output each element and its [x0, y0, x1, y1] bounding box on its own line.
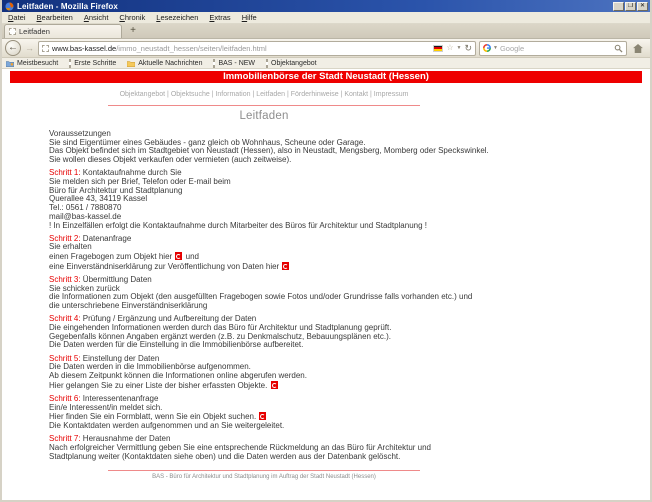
page-nav-link-leitfaden[interactable]: Leitfaden — [256, 91, 286, 98]
body-text-segment: Übermittlung Daten — [80, 275, 152, 285]
bookmark-erste-schritte[interactable] — [69, 60, 116, 67]
text-line — [49, 262, 526, 272]
body-text-segment: Kontaktaufnahme durch Sie — [80, 168, 182, 178]
body-text-segment: die Informationen zum Objekt (den ausgefüllten Fragebogen sowie Fotos und/oder Grundrisse falls vorhanden etc.) und — [49, 292, 473, 302]
body-text-segment: Ab diesem Zeitpunkt können die Informationen online abgerufen werden. — [49, 371, 307, 381]
body-text-segment: Gegebenfalls können Angaben ergänzt werden (z.B. zu Denkmalschutz, Bebauungsplänen etc.). — [49, 331, 391, 341]
body-text-segment: eine Einverständniserklärung zur Veröffentlichung von Daten hier — [49, 261, 282, 271]
body-text-segment: Nach erfolgreicher Vermittlung geben Sie eine entsprechende Rückmeldung an das Büro für Architektur und — [49, 443, 432, 452]
body-text-segment: mail@bas-kassel.de — [49, 211, 122, 221]
body-text-segment: Hier gelangen Sie zu einer Liste der bisher erfassten Objekte. — [49, 380, 270, 390]
placeholder-icon — [266, 60, 268, 67]
page-nav-link-impressum[interactable]: Impressum — [373, 91, 409, 98]
menu-item-datei[interactable]: Datei — [8, 13, 26, 22]
bookmark-objektangebot[interactable] — [266, 60, 317, 67]
content-block-3 — [49, 276, 526, 311]
content-block-0 — [49, 130, 526, 165]
search-engine-dropdown-icon[interactable]: ▼ — [493, 44, 498, 51]
content-block-6 — [49, 395, 526, 431]
search-magnifier-icon[interactable] — [614, 44, 623, 53]
search-input[interactable]: Google — [499, 43, 525, 53]
menu-item-extras[interactable]: Extras — [209, 13, 231, 22]
url-path: /immo_neustadt_hessen/seiten/leitfaden.html — [116, 43, 267, 53]
german-flag-icon — [433, 45, 443, 52]
body-text-segment: Büro für Architektur und Stadtplanung — [49, 185, 183, 195]
body-text-segment: Herausnahme der Daten — [80, 434, 171, 444]
body-text-segment: Das Objekt befindet sich im Stadtgebiet von Neustadt (Hessen), also in Neustadt, Mengsberg, Momberg oder Speckswinkel. — [49, 146, 489, 156]
text-line — [49, 372, 526, 381]
page-column — [2, 91, 526, 480]
body-text-segment: Sie wollen dieses Objekt verkaufen oder vermieten (auch zeitweise). — [49, 155, 292, 165]
text-line — [49, 404, 526, 413]
page-nav: Objektangebot | Objektsuche | Information | Leitfaden | Förderhinweise | Kontakt | Impressum — [119, 91, 409, 98]
window-title: Leitfaden - Mozilla Firefox — [17, 1, 118, 11]
url-text — [52, 44, 267, 53]
menu-item-ansicht[interactable]: Ansicht — [83, 13, 109, 22]
content-block-4 — [49, 315, 526, 350]
menu-item-hilfe[interactable]: Hilfe — [241, 13, 257, 22]
text-line — [49, 341, 526, 350]
body-text-segment: Tel.: 0561 / 7880870 — [49, 203, 122, 213]
bookmarks-toolbar — [2, 58, 650, 69]
body-text-segment: einen Fragebogen zum Objekt hier — [49, 252, 175, 262]
pdf-link-icon[interactable] — [175, 252, 182, 260]
home-button[interactable] — [630, 41, 646, 56]
text-line — [49, 235, 526, 244]
body-text-segment: Datenanfrage — [80, 233, 132, 243]
body-text-segment: Stadtplanung weiter (Kontaktdaten siehe oben) und die Daten werden aus der Datenbank gelöscht. — [49, 451, 401, 461]
step-label: Schritt 6: — [49, 393, 81, 403]
title-bar — [2, 0, 650, 12]
text-line — [49, 453, 526, 462]
step-label: Schritt 1: — [49, 168, 81, 178]
page-nav-link-objektsuche[interactable]: Objektsuche — [170, 91, 210, 98]
bookmark-label: Objektangebot — [271, 59, 317, 67]
step-label: Schritt 4: — [49, 314, 81, 324]
url-domain: www.bas-kassel.de — [52, 43, 117, 53]
bookmark-label: Meistbesucht — [17, 59, 59, 67]
back-button[interactable]: ← — [5, 40, 21, 56]
content-block-1 — [49, 169, 526, 230]
step-label: Schritt 5: — [49, 353, 81, 363]
url-dropdown-arrow-icon[interactable]: ▼ — [456, 44, 462, 51]
body-text-segment: Die Kontaktdaten werden aufgenommen und an Sie weitergeleitet. — [49, 421, 285, 431]
text-line — [49, 243, 526, 252]
step-label: Schritt 2: — [49, 233, 81, 243]
reload-icon[interactable]: ↻ — [464, 42, 472, 53]
google-logo-icon — [483, 44, 491, 52]
page-viewport — [2, 69, 650, 500]
forward-button[interactable]: → — [25, 43, 34, 53]
body-text-segment: und — [183, 252, 199, 262]
page-nav-link-objektangebot[interactable]: Objektangebot — [119, 91, 166, 98]
body-text-segment: Voraussetzungen — [49, 129, 111, 138]
body-text-segment: Ein/e Interessent/in meldet sich. — [49, 402, 163, 412]
bottom-rule — [108, 470, 420, 471]
text-line — [49, 422, 526, 431]
page-nav-link-kontakt[interactable]: Kontakt — [344, 91, 369, 98]
new-tab-button[interactable]: + — [130, 25, 136, 36]
navigation-toolbar — [2, 39, 650, 58]
body-text-segment: Sie erhalten — [49, 242, 92, 252]
menu-item-lesezeichen[interactable]: Lesezeichen — [156, 13, 199, 22]
bookmark-aktuelle-nachrichten[interactable] — [127, 60, 202, 67]
page-body-text — [49, 130, 526, 461]
body-text-segment: Querallee 43, 34119 Kassel — [49, 194, 148, 204]
body-text-segment: Sie sind Eigentümer eines Gebäudes - ganz gleich ob Wohnhaus, Scheune oder Garage. — [49, 137, 366, 147]
content-block-7 — [49, 435, 526, 461]
step-label: Schritt 7: — [49, 434, 81, 444]
tab-favicon-placeholder-icon — [9, 28, 16, 35]
top-rule — [108, 105, 420, 106]
body-text-segment: Die Daten werden in die Immobilienbörse aufgenommen. — [49, 362, 251, 372]
menu-bar — [2, 12, 650, 24]
body-text-segment: Sie schicken zurück — [49, 283, 120, 293]
body-text-segment: Die Daten werden für die Einstellung in die Immobilienbörse aufbereitet. — [49, 340, 304, 350]
text-line — [49, 222, 526, 231]
body-text-segment: Prüfung / Ergänzung und Aufbereitung der Daten — [80, 314, 257, 324]
close-button[interactable]: ✕ — [637, 2, 648, 11]
bookmark-bas-new[interactable] — [213, 60, 255, 67]
bookmark-label: Aktuelle Nachrichten — [138, 59, 203, 67]
body-text-segment: Die eingehenden Informationen werden durch das Büro für Architektur und Stadtplanung geprüft. — [49, 323, 392, 333]
bookmark-star-icon[interactable]: ☆ — [446, 43, 454, 52]
content-block-5 — [49, 355, 526, 391]
pdf-link-icon[interactable] — [282, 262, 289, 270]
page-nav-link-information[interactable]: Information — [215, 91, 251, 98]
tab-label: Leitfaden — [19, 27, 50, 36]
body-text-segment: die unterschriebene Einverständniserklärung — [49, 301, 208, 311]
minimize-button[interactable]: _ — [613, 2, 624, 11]
page-banner: Immobilienbörse der Stadt Neustadt (Hessen) — [10, 71, 642, 83]
firefox-icon — [5, 2, 14, 11]
page-nav-link-förderhinweise[interactable]: Förderhinweise — [290, 91, 339, 98]
body-text-segment: Sie melden sich per Brief, Telefon oder E-mail beim — [49, 177, 231, 187]
bookmark-label: BAS - NEW — [218, 59, 256, 67]
search-box[interactable] — [479, 41, 627, 56]
content-block-2 — [49, 235, 526, 272]
body-text-segment: Hier finden Sie ein Formblatt, wenn Sie ein Objekt suchen. — [49, 412, 259, 422]
most-visited-icon — [6, 60, 14, 67]
menu-item-bearbeiten[interactable]: Bearbeiten — [36, 13, 73, 22]
menu-item-chronik[interactable]: Chronik — [119, 13, 146, 22]
pdf-link-icon[interactable] — [259, 412, 266, 420]
tab-leitfaden[interactable] — [4, 24, 122, 38]
text-line — [49, 156, 526, 165]
body-text-segment: Interessentenanfrage — [80, 393, 159, 403]
pdf-link-icon[interactable] — [271, 381, 278, 389]
bookmark-label: Erste Schritte — [74, 59, 117, 67]
placeholder-icon — [213, 60, 215, 67]
site-footer: BAS - Büro für Architektur und Stadtplanung im Auftrag der Stadt Neustadt (Hessen) — [152, 474, 376, 481]
text-line — [49, 252, 526, 262]
livemark-folder-icon — [127, 60, 135, 67]
text-line — [49, 302, 526, 311]
maximize-button[interactable]: ❐ — [625, 2, 636, 11]
page-title: Leitfaden — [239, 110, 289, 122]
body-text-segment: ! In Einzelfällen erfolgt die Kontaktaufnahme durch Mitarbeiter des Büros für Architektur und Stadtplanung ! — [49, 220, 427, 230]
bookmark-meistbesucht[interactable] — [6, 60, 58, 67]
body-text-segment: Einstellung der Daten — [80, 353, 160, 363]
step-label: Schritt 3: — [49, 275, 81, 285]
site-favicon-placeholder-icon — [42, 45, 49, 52]
text-line — [49, 276, 526, 285]
text-line — [49, 381, 526, 391]
tab-bar — [2, 24, 650, 39]
placeholder-icon — [69, 60, 71, 67]
url-bar[interactable] — [38, 41, 476, 56]
